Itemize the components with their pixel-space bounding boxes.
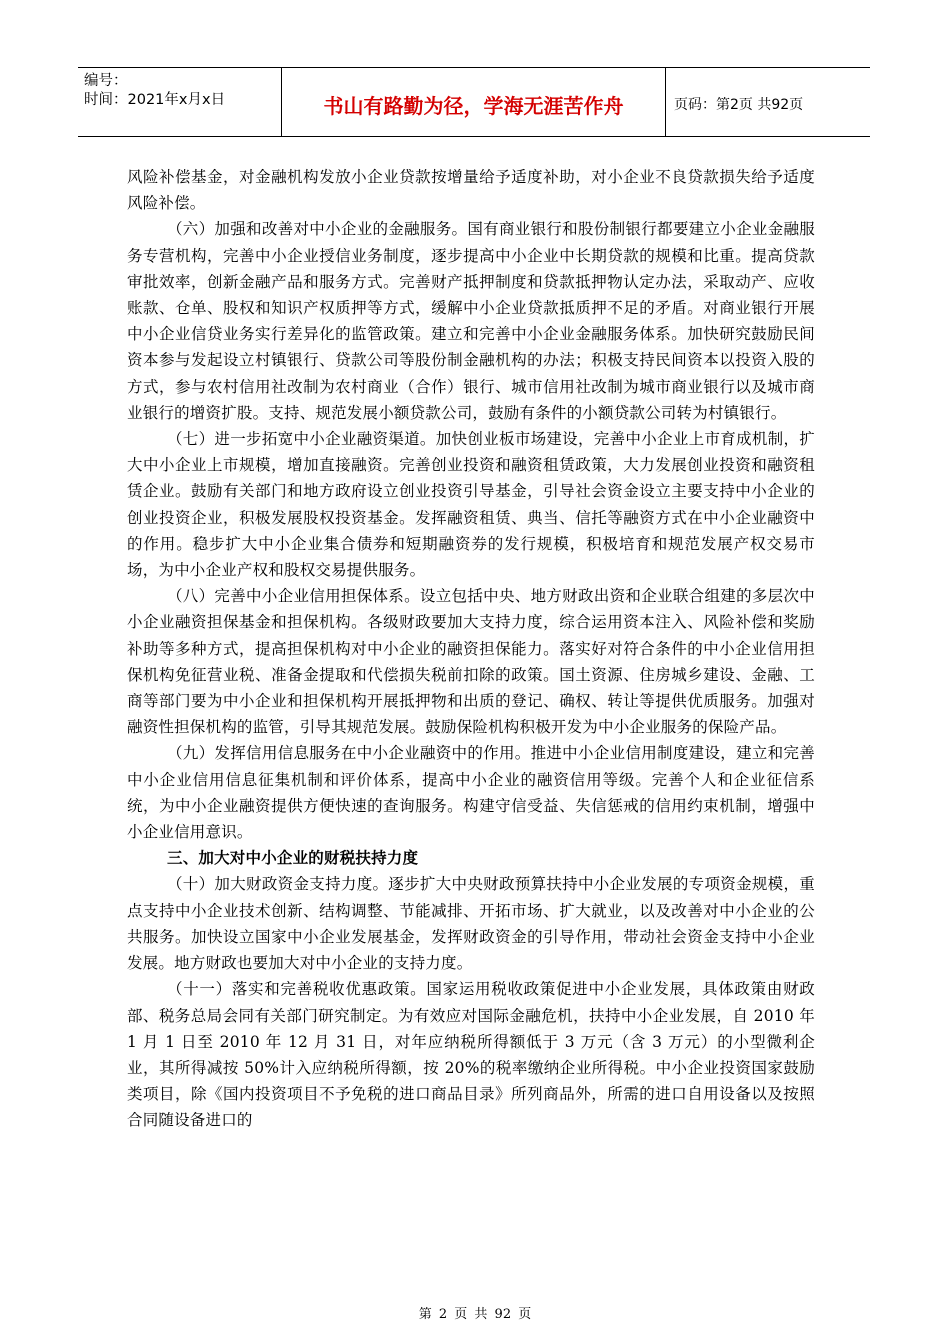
document-number-label: 编号： bbox=[84, 73, 128, 89]
paragraph-section-7: （七）进一步拓宽中小企业融资渠道。加快创业板市场建设，完善中小企业上市育成机制，扩大中小企业上市规模，增加直接融资。完善创业投资和融资租赁政策，大力发展创业投资和融资租赁企业。鼓励有关部门和地方政府设立创业投资引导基金，引导社会资金设立主要支持中小企业的创业投资企业，积极发展股权投资基金。发挥融资租赁、典当、信托等融资方式在中小企业融资中的作用。稳步扩大中小企业集合债券和短期融资券的发行规模，积极培育和规范发展产权交易市场，为中小企业产权和股权交易提供服务。 bbox=[127, 430, 815, 580]
page-footer: 第 2 页 共 92 页 bbox=[418, 1307, 532, 1322]
paragraph-section-10: （十）加大财政资金支持力度。逐步扩大中央财政预算扶持中小企业发展的专项资金规模，重点支持中小企业技术创新、结构调整、节能减排、开拓市场、扩大就业，以及改善对中小企业的公共服务。加快设立国家中小企业发展基金，发挥财政资金的引导作用，带动社会资金支持中小企业发展。地方财政也要加大对中小企业的支持力度。 bbox=[127, 875, 815, 973]
paragraph-section-9: （九）发挥信用信息服务在中小企业融资中的作用。推进中小企业信用制度建设，建立和完善中小企业信用信息征集机制和评价体系，提高中小企业的融资信用等级。完善个人和企业征信系统，为中小企业融资提供方便快速的查询服务。构建守信受益、失信惩戒的信用约束机制，增强中小企业信用意识。 bbox=[127, 744, 815, 842]
header-page-info: 页码：第2页 共92页 bbox=[674, 97, 804, 113]
page-header bbox=[78, 67, 870, 137]
paragraph-section-6: （六）加强和改善对中小企业的金融服务。国有商业银行和股份制银行都要建立小企业金融服务专营机构，完善中小企业授信业务制度，逐步提高中小企业中长期贷款的规模和比重。提高贷款审批效率，创新金融产品和服务方式。完善财产抵押制度和贷款抵押物认定办法，采取动产、应收账款、仓单、股权和知识产权质押等方式，缓解中小企业贷款抵质押不足的矛盾。对商业银行开展中小企业信贷业务实行差异化的监管政策。建立和完善中小企业金融服务体系。加快研究鼓励民间资本参与发起设立村镇银行、贷款公司等股份制金融机构的办法；积极支持民间资本以投资入股的方式，参与农村信用社改制为农村商业（合作）银行、城市信用社改制为城市商业银行以及城市商业银行的增资扩股。支持、规范发展小额贷款公司，鼓励有条件的小额贷款公司转为村镇银行。 bbox=[127, 220, 815, 422]
paragraph-continuation: 风险补偿基金，对金融机构发放小企业贷款按增量给予适度补助，对小企业不良贷款损失给予适度风险补偿。 bbox=[127, 168, 815, 213]
header-motto: 书山有路勤为径，学海无涯苦作舟 bbox=[282, 68, 666, 136]
document-time-label: 时间：2021年x月x日 bbox=[84, 92, 226, 108]
document-body bbox=[127, 164, 815, 1134]
section-heading-3: 三、加大对中小企业的财税扶持力度 bbox=[167, 849, 419, 868]
paragraph-section-8: （八）完善中小企业信用担保体系。设立包括中央、地方财政出资和企业联合组建的多层次中小企业融资担保基金和担保机构。各级财政要加大支持力度，综合运用资本注入、风险补偿和奖励补助等多种方式，提高担保机构对中小企业的融资担保能力。落实好对符合条件的中小企业信用担保机构免征营业税、准备金提取和代偿损失税前扣除的政策。国土资源、住房城乡建设、金融、工商等部门要为中小企业和担保机构开展抵押物和出质的登记、确权、转让等提供优质服务。加强对融资性担保机构的监管，引导其规范发展。鼓励保险机构积极开发为中小企业服务的保险产品。 bbox=[127, 587, 815, 737]
paragraph-section-11: （十一）落实和完善税收优惠政策。国家运用税收政策促进中小企业发展，具体政策由财政部、税务总局会同有关部门研究制定。为有效应对国际金融危机，扶持中小企业发展，自 2010 年 1 月 1 日至 2010 年 12 月 31 日，对年应纳税所得额低于 3 万元（含 3 万元）的小型微利企业，其所得减按 50%计入应纳税所得额，按 20%的税率缴纳企业所得税。中小企业投资国家鼓励类项目，除《国内投资项目不予免税的进口商品目录》所列商品外，所需的进口自用设备以及按照合同随设备进口的 bbox=[127, 980, 815, 1130]
header-meta bbox=[78, 68, 282, 136]
